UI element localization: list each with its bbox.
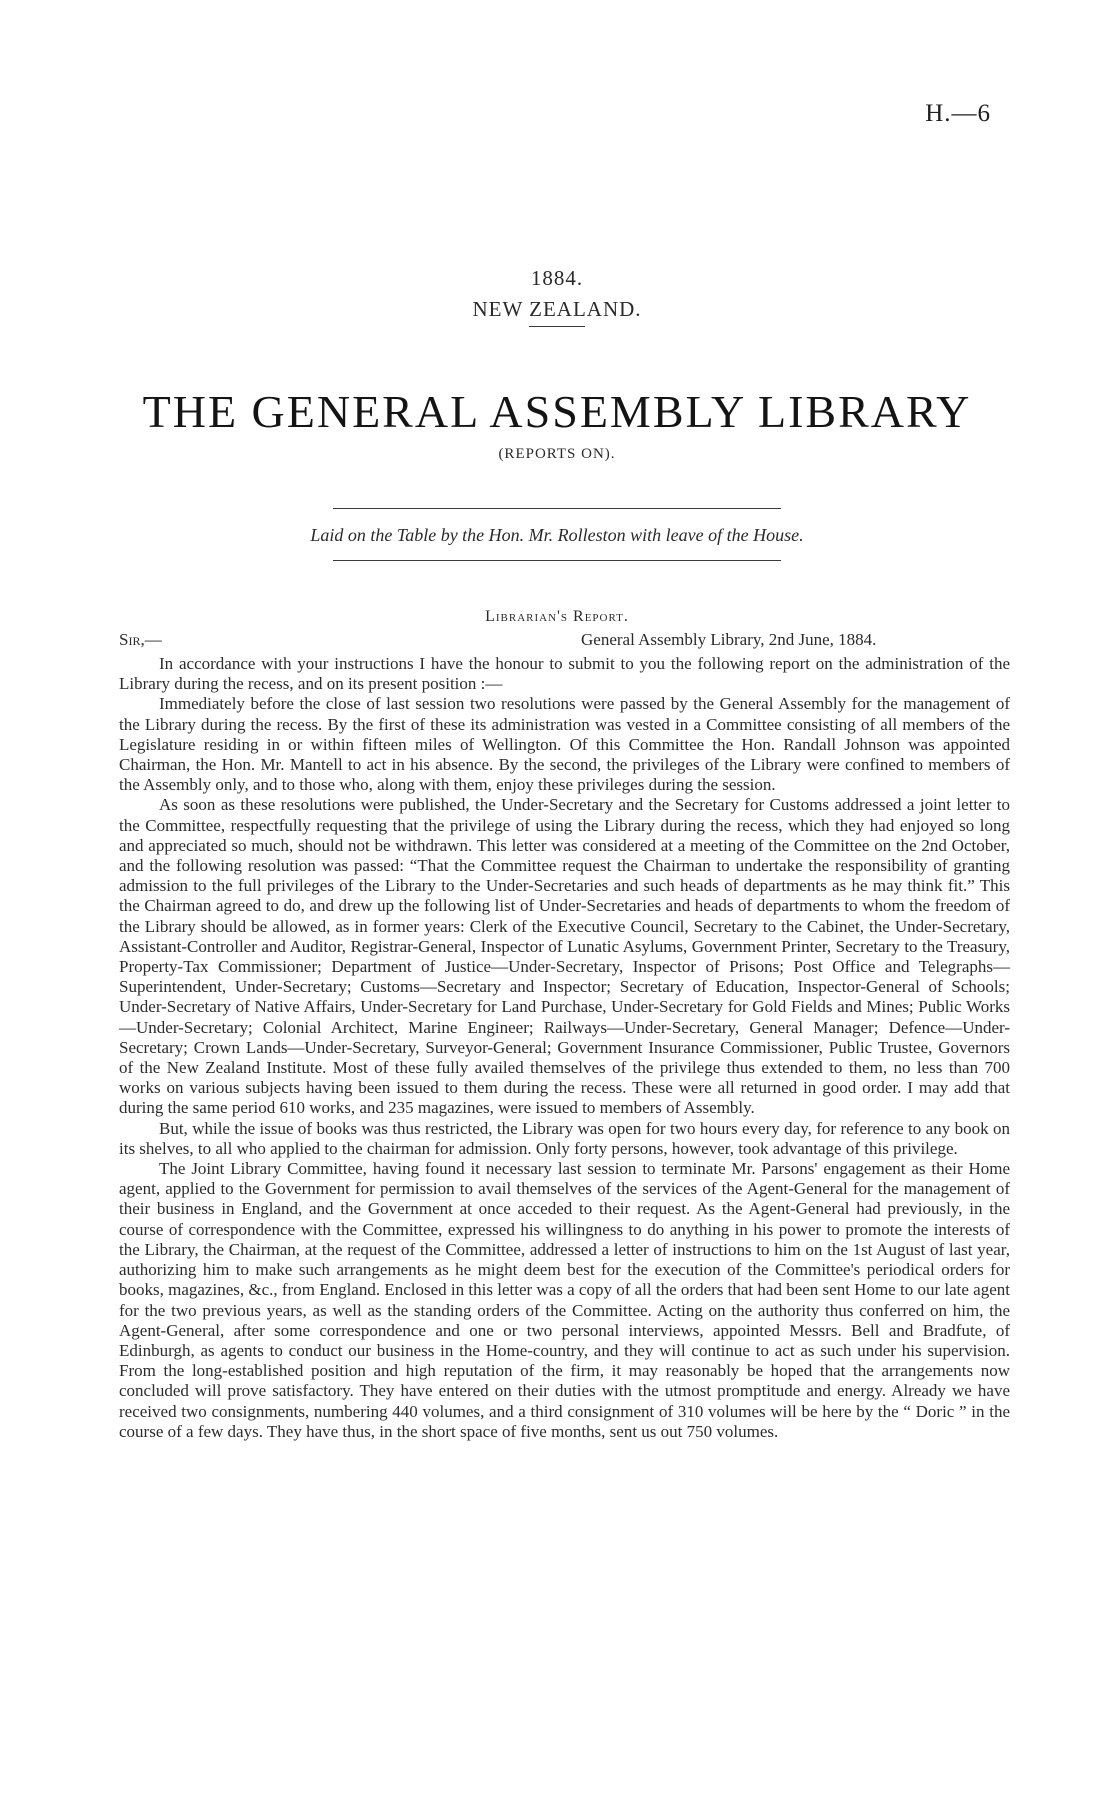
document-title: THE GENERAL ASSEMBLY LIBRARY bbox=[142, 386, 972, 437]
paragraph: Immediately before the close of last session two resolutions were passed by the General Assembly for the management of the Library during the recess. By the first of these its administration was vested in a Committee consisting of all members of the Legislature residing in or within fifteen miles of Wellington. Of this Committee the Hon. Randall Johnson was appointed Chairman, the Hon. Mr. Mantell to act in his absence. By the second, the privileges of the Library were confined to members of the Assembly only, and to those who, along with them, enjoy these privileges during the session. bbox=[119, 694, 1010, 795]
place-date: General Assembly Library, 2nd June, 1884. bbox=[581, 630, 877, 649]
paragraph: As soon as these resolutions were published, the Under-Secretary and the Secretary for Customs addressed a joint letter to the Committee, respectfully requesting that the privilege of using the Library during the recess, which they had enjoyed so long and appreciated so much, should not be withdrawn. This letter was considered at a meeting of the Committee on the 2nd October, and the following resolution was passed: “That the Committee request the Chairman to undertake the responsibility of granting admission to the full privileges of the Library to the Under-Secretaries and such heads of departments as he may think fit.” This the Chairman agreed to do, and drew up the following list of Under-Secretaries and heads of departments to whom the freedom of the Library should be allowed, as in former years: Clerk of the Executive Council, Secretary to the Cabinet, the Under-Secretary, Assistant-Controller and Auditor, Registrar-General, Inspector of Lunatic Asylums, Government Printer, Secretary to the Treasury, Property-Tax Commissioner; Department of Justice—Under-Secretary, Inspector of Prisons; Post Office and Telegraphs—Superintendent, Under-Secretary; Customs—Secretary and Inspector; Secretary of Education, Inspector-General of Schools; Under-Secretary of Native Affairs, Under-Secretary for Land Purchase, Under-Secretary for Gold Fields and Mines; Public Works—Under-Secretary; Colonial Architect, Marine Engineer; Railways—Under-Secretary, General Manager; Defence—Under-Secretary; Crown Lands—Under-Secretary, Surveyor-General; Government Insurance Commissioner, Public Trustee, Governors of the New Zealand Institute. Most of these fully availed themselves of the privilege thus extended to them, no less than 700 works on various subjects having been issued to them during the recess. These were all returned in good order. I may add that during the same period 610 works, and 235 magazines, were issued to members of Assembly. bbox=[119, 795, 1010, 1118]
paragraph: But, while the issue of books was thus restricted, the Library was open for two hours every day, for reference to any book on its shelves, to all who applied to the chairman for admission. Only forty persons, however, took advantage of this privilege. bbox=[119, 1118, 1010, 1158]
paragraph: In accordance with your instructions I have the honour to submit to you the following report on the administration of the Library during the recess, and on its present position :— bbox=[119, 654, 1010, 694]
report-body bbox=[119, 654, 1010, 1442]
laid-on-table-note: Laid on the Table by the Hon. Mr. Rolleston with leave of the House. bbox=[310, 525, 804, 545]
salutation: Sir,— bbox=[119, 630, 162, 649]
page-code: H.—6 bbox=[925, 100, 991, 127]
divider-bottom bbox=[333, 560, 781, 561]
report-heading: Librarian's Report. bbox=[485, 608, 629, 625]
document-subtitle: (REPORTS ON). bbox=[498, 446, 616, 462]
divider-top bbox=[333, 508, 781, 509]
paragraph: The Joint Library Committee, having found it necessary last session to terminate Mr. Parsons' engagement as their Home agent, applied to the Government for permission to avail themselves of the services of the Agent-General for the management of their business in England, and the Government at once acceded to their request. As the Agent-General had previously, in the course of correspondence with the Committee, expressed his willingness to do anything in his power to promote the interests of the Library, the Chairman, at the request of the Committee, addressed a letter of instructions to him on the 1st August of last year, authorizing him to make such arrangements as he might deem best for the execution of the Committee's periodical orders for books, magazines, &c., from England. Enclosed in this letter was a copy of all the orders that had been sent Home to our late agent for the two previous years, as well as the standing orders of the Committee. Acting on the authority thus conferred on him, the Agent-General, after some correspondence and one or two personal interviews, appointed Messrs. Bell and Bradfute, of Edinburgh, as agents to conduct our business in the Home-country, and they will continue to act as such under his supervision. From the long-established position and high reputation of the firm, it may reasonably be hoped that the arrangements now concluded will prove satisfactory. They have entered on their duties with the utmost promptitude and energy. Already we have received two consignments, numbering 440 volumes, and a third consignment of 310 volumes will be here by the “ Doric ” in the course of a few days. They have thus, in the short space of five months, sent us out 750 volumes. bbox=[119, 1159, 1010, 1441]
year: 1884. bbox=[530, 266, 584, 290]
country-underline bbox=[529, 326, 585, 327]
country: NEW ZEALAND. bbox=[472, 297, 642, 321]
